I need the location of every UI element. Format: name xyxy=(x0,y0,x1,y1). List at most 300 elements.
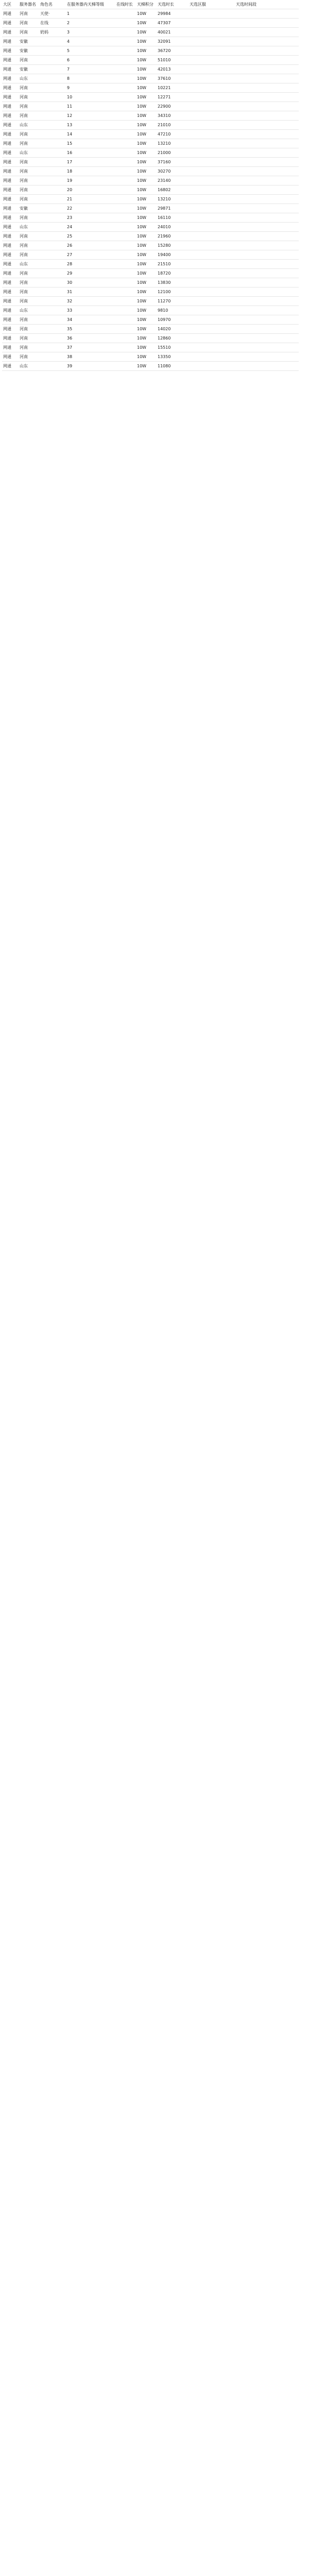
table-cell xyxy=(235,362,299,371)
col-header: 服务器名 xyxy=(19,0,39,9)
table-row xyxy=(2,65,299,74)
table-cell: 10W xyxy=(136,287,157,297)
table-row xyxy=(2,315,299,325)
table-cell xyxy=(115,185,136,195)
table-cell: 2 xyxy=(66,19,115,28)
col-header: 在服务器内天梯等级 xyxy=(66,0,115,9)
table-cell xyxy=(235,139,299,148)
table-cell: 22 xyxy=(66,204,115,213)
table-cell: 29871 xyxy=(157,204,188,213)
table-cell xyxy=(235,260,299,269)
table-cell: 10W xyxy=(136,269,157,278)
table-cell: 奶妈 xyxy=(39,28,66,37)
table-cell xyxy=(235,232,299,241)
table-cell: 10W xyxy=(136,93,157,102)
col-header: 角色名 xyxy=(39,0,66,9)
table-row xyxy=(2,46,299,56)
table-cell: 40021 xyxy=(157,28,188,37)
table-cell: 9 xyxy=(66,83,115,93)
table-cell xyxy=(235,223,299,232)
table-cell: 8 xyxy=(66,74,115,83)
table-cell xyxy=(39,223,66,232)
table-cell: 网通 xyxy=(2,111,19,121)
table-cell: 河南 xyxy=(19,158,39,167)
table-cell: 网通 xyxy=(2,158,19,167)
table-cell: 河南 xyxy=(19,287,39,297)
table-cell: 山东 xyxy=(19,74,39,83)
table-cell xyxy=(39,185,66,195)
table-cell: 网通 xyxy=(2,306,19,315)
table-cell xyxy=(235,37,299,46)
table-cell xyxy=(235,241,299,250)
table-row xyxy=(2,167,299,176)
table-cell: 23 xyxy=(66,213,115,223)
table-cell xyxy=(39,130,66,139)
table-cell xyxy=(235,278,299,287)
table-cell xyxy=(39,204,66,213)
table-cell xyxy=(39,158,66,167)
table-cell: 河南 xyxy=(19,185,39,195)
table-cell xyxy=(188,260,235,269)
table-cell: 4 xyxy=(66,37,115,46)
table-cell: 网通 xyxy=(2,241,19,250)
table-cell: 在线 xyxy=(39,19,66,28)
table-cell: 网通 xyxy=(2,102,19,111)
table-cell xyxy=(39,46,66,56)
table-cell: 12 xyxy=(66,111,115,121)
table-cell xyxy=(115,176,136,185)
table-cell: 36 xyxy=(66,334,115,343)
table-cell xyxy=(115,148,136,158)
table-row xyxy=(2,204,299,213)
table-cell: 河南 xyxy=(19,167,39,176)
table-cell: 10W xyxy=(136,148,157,158)
table-cell xyxy=(235,167,299,176)
table-cell: 10W xyxy=(136,19,157,28)
table-row xyxy=(2,325,299,334)
table-cell: 10W xyxy=(136,362,157,371)
table-cell: 12100 xyxy=(157,287,188,297)
table-cell xyxy=(188,148,235,158)
table-cell xyxy=(235,93,299,102)
table-cell: 7 xyxy=(66,65,115,74)
table-cell: 15510 xyxy=(157,343,188,352)
table-cell: 网通 xyxy=(2,130,19,139)
table-cell: 15 xyxy=(66,139,115,148)
table-cell: 10221 xyxy=(157,83,188,93)
table-cell xyxy=(39,83,66,93)
table-row xyxy=(2,213,299,223)
table-cell xyxy=(115,65,136,74)
table-cell: 10W xyxy=(136,176,157,185)
table-cell xyxy=(39,232,66,241)
table-cell: 网通 xyxy=(2,83,19,93)
table-cell: 20 xyxy=(66,185,115,195)
table-cell: 河南 xyxy=(19,28,39,37)
table-cell xyxy=(115,19,136,28)
table-row xyxy=(2,158,299,167)
table-cell: 河南 xyxy=(19,130,39,139)
table-row xyxy=(2,297,299,306)
table-cell: 网通 xyxy=(2,223,19,232)
table-cell: 10W xyxy=(136,195,157,204)
table-cell: 河南 xyxy=(19,111,39,121)
table-cell xyxy=(115,56,136,65)
table-cell: 18720 xyxy=(157,269,188,278)
table-cell xyxy=(115,250,136,260)
table-cell: 11270 xyxy=(157,297,188,306)
table-row xyxy=(2,223,299,232)
table-cell: 网通 xyxy=(2,148,19,158)
table-cell xyxy=(39,74,66,83)
table-cell: 网通 xyxy=(2,325,19,334)
table-cell: 26 xyxy=(66,241,115,250)
table-cell xyxy=(188,56,235,65)
table-cell: 34310 xyxy=(157,111,188,121)
table-cell xyxy=(235,176,299,185)
table-cell xyxy=(188,185,235,195)
table-cell: 河南 xyxy=(19,139,39,148)
table-row xyxy=(2,83,299,93)
table-cell xyxy=(39,213,66,223)
table-cell: 31 xyxy=(66,287,115,297)
table-cell xyxy=(115,297,136,306)
table-cell xyxy=(115,343,136,352)
table-cell: 17 xyxy=(66,158,115,167)
table-cell xyxy=(115,278,136,287)
table-cell xyxy=(115,306,136,315)
table-cell xyxy=(39,37,66,46)
table-cell xyxy=(188,111,235,121)
table-cell: 24 xyxy=(66,223,115,232)
table-row xyxy=(2,306,299,315)
table-cell: 网通 xyxy=(2,334,19,343)
table-cell: 河南 xyxy=(19,56,39,65)
table-cell: 山东 xyxy=(19,223,39,232)
table-cell xyxy=(39,250,66,260)
table-cell xyxy=(188,213,235,223)
table-cell xyxy=(235,83,299,93)
table-cell: 34 xyxy=(66,315,115,325)
col-header: 天选时间段 xyxy=(235,0,299,9)
table-cell: 47307 xyxy=(157,19,188,28)
table-cell: 6 xyxy=(66,56,115,65)
table-cell: 网通 xyxy=(2,121,19,130)
table-cell: 河南 xyxy=(19,93,39,102)
table-cell: 16110 xyxy=(157,213,188,223)
table-cell: 10W xyxy=(136,83,157,93)
table-row xyxy=(2,28,299,37)
table-cell xyxy=(188,158,235,167)
table-cell xyxy=(39,278,66,287)
col-header: 大区 xyxy=(2,0,19,9)
col-header: 天梯积分 xyxy=(136,0,157,9)
table-row xyxy=(2,74,299,83)
table-cell xyxy=(188,37,235,46)
table-cell: 37 xyxy=(66,343,115,352)
table-cell xyxy=(188,102,235,111)
table-cell xyxy=(39,139,66,148)
table-cell: 29984 xyxy=(157,9,188,19)
table-cell xyxy=(188,334,235,343)
table-cell xyxy=(188,19,235,28)
table-cell xyxy=(115,213,136,223)
table-cell xyxy=(188,167,235,176)
table-cell xyxy=(188,130,235,139)
col-header: 天选时长 xyxy=(157,0,188,9)
table-cell xyxy=(115,352,136,362)
table-cell: 36720 xyxy=(157,46,188,56)
table-row xyxy=(2,102,299,111)
table-cell xyxy=(235,213,299,223)
table-row xyxy=(2,362,299,371)
table-row xyxy=(2,334,299,343)
table-cell xyxy=(188,297,235,306)
table-cell: 网通 xyxy=(2,65,19,74)
table-cell: 网通 xyxy=(2,315,19,325)
table-cell xyxy=(115,9,136,19)
table-cell xyxy=(115,362,136,371)
table-cell: 10W xyxy=(136,185,157,195)
table-cell: 河南 xyxy=(19,325,39,334)
table-cell: 河南 xyxy=(19,19,39,28)
table-cell xyxy=(235,121,299,130)
table-cell: 21000 xyxy=(157,148,188,158)
table-cell: 25 xyxy=(66,232,115,241)
table-row xyxy=(2,93,299,102)
table-cell: 河南 xyxy=(19,297,39,306)
table-cell xyxy=(39,352,66,362)
table-cell: 安徽 xyxy=(19,37,39,46)
table-cell: 安徽 xyxy=(19,65,39,74)
table-cell: 32 xyxy=(66,297,115,306)
table-cell: 10970 xyxy=(157,315,188,325)
table-cell: 10W xyxy=(136,250,157,260)
table-cell: 河南 xyxy=(19,269,39,278)
table-cell: 10W xyxy=(136,352,157,362)
table-cell: 网通 xyxy=(2,37,19,46)
table-cell xyxy=(188,74,235,83)
table-cell: 30 xyxy=(66,278,115,287)
table-cell: 山东 xyxy=(19,306,39,315)
table-cell: 13 xyxy=(66,121,115,130)
table-cell xyxy=(188,269,235,278)
table-row xyxy=(2,139,299,148)
table-cell: 28 xyxy=(66,260,115,269)
table-cell xyxy=(115,46,136,56)
table-cell xyxy=(39,241,66,250)
table-cell: 网通 xyxy=(2,362,19,371)
table-row xyxy=(2,121,299,130)
table-cell: 网通 xyxy=(2,204,19,213)
table-cell xyxy=(115,223,136,232)
table-cell: 河南 xyxy=(19,9,39,19)
table-cell: 网通 xyxy=(2,195,19,204)
table-cell xyxy=(39,176,66,185)
table-row xyxy=(2,19,299,28)
table-cell: 32091 xyxy=(157,37,188,46)
table-cell xyxy=(235,158,299,167)
table-cell xyxy=(188,46,235,56)
table-cell xyxy=(39,343,66,352)
table-cell xyxy=(188,287,235,297)
table-cell: 河南 xyxy=(19,195,39,204)
table-cell: 10W xyxy=(136,260,157,269)
table-cell xyxy=(188,93,235,102)
table-cell xyxy=(115,111,136,121)
table-row xyxy=(2,352,299,362)
table-cell: 13350 xyxy=(157,352,188,362)
table-cell: 网通 xyxy=(2,352,19,362)
table-cell: 18 xyxy=(66,167,115,176)
table-cell xyxy=(235,325,299,334)
table-cell xyxy=(188,65,235,74)
table-cell: 河南 xyxy=(19,352,39,362)
table-cell xyxy=(235,306,299,315)
table-cell: 网通 xyxy=(2,343,19,352)
table-cell xyxy=(39,315,66,325)
table-cell xyxy=(115,260,136,269)
table-cell xyxy=(115,37,136,46)
table-cell: 10W xyxy=(136,297,157,306)
table-cell: 11 xyxy=(66,102,115,111)
table-cell xyxy=(235,185,299,195)
table-cell xyxy=(235,297,299,306)
table-cell: 16 xyxy=(66,148,115,158)
table-cell: 12271 xyxy=(157,93,188,102)
table-cell: 10W xyxy=(136,102,157,111)
table-cell xyxy=(188,325,235,334)
table-cell xyxy=(115,287,136,297)
table-cell: 13210 xyxy=(157,195,188,204)
table-cell: 47210 xyxy=(157,130,188,139)
table-cell: 10W xyxy=(136,37,157,46)
table-cell xyxy=(115,121,136,130)
table-cell: 10W xyxy=(136,56,157,65)
table-row xyxy=(2,111,299,121)
table-cell xyxy=(188,9,235,19)
table-cell xyxy=(39,260,66,269)
table-cell: 安徽 xyxy=(19,204,39,213)
table-cell: 网通 xyxy=(2,232,19,241)
table-cell: 10W xyxy=(136,130,157,139)
table-cell xyxy=(115,195,136,204)
table-cell: 河南 xyxy=(19,232,39,241)
table-cell xyxy=(39,269,66,278)
table-cell: 网通 xyxy=(2,278,19,287)
table-cell xyxy=(188,28,235,37)
table-row xyxy=(2,130,299,139)
table-cell xyxy=(188,176,235,185)
table-cell: 10 xyxy=(66,93,115,102)
table-cell: 14 xyxy=(66,130,115,139)
table-cell xyxy=(235,204,299,213)
table-cell: 河南 xyxy=(19,315,39,325)
table-cell: 10W xyxy=(136,223,157,232)
table-cell xyxy=(115,158,136,167)
table-cell: 29 xyxy=(66,269,115,278)
table-row xyxy=(2,195,299,204)
table-cell xyxy=(235,315,299,325)
table-cell: 15280 xyxy=(157,241,188,250)
table-cell: 网通 xyxy=(2,269,19,278)
table-cell xyxy=(188,306,235,315)
table-cell: 山东 xyxy=(19,121,39,130)
table-cell xyxy=(39,111,66,121)
table-cell: 51010 xyxy=(157,56,188,65)
table-row xyxy=(2,250,299,260)
table-cell: 网通 xyxy=(2,46,19,56)
table-cell: 1 xyxy=(66,9,115,19)
table-cell xyxy=(235,9,299,19)
table-cell: 12860 xyxy=(157,334,188,343)
table-cell: 30270 xyxy=(157,167,188,176)
table-cell xyxy=(115,204,136,213)
table-cell xyxy=(115,102,136,111)
table-cell xyxy=(115,83,136,93)
table-cell xyxy=(235,195,299,204)
table-cell: 网通 xyxy=(2,139,19,148)
col-header: 在线时长 xyxy=(115,0,136,9)
table-cell xyxy=(115,241,136,250)
table-cell xyxy=(235,250,299,260)
table-cell xyxy=(188,139,235,148)
table-cell: 10W xyxy=(136,167,157,176)
table-cell: 山东 xyxy=(19,260,39,269)
table-cell xyxy=(188,223,235,232)
table-cell: 河南 xyxy=(19,250,39,260)
table-cell xyxy=(188,195,235,204)
table-cell: 27 xyxy=(66,250,115,260)
table-cell xyxy=(188,204,235,213)
table-cell xyxy=(39,65,66,74)
table-cell: 21960 xyxy=(157,232,188,241)
table-cell xyxy=(188,241,235,250)
ranking-table xyxy=(2,0,299,371)
table-cell: 河南 xyxy=(19,241,39,250)
table-cell: 10W xyxy=(136,204,157,213)
table-cell: 10W xyxy=(136,121,157,130)
table-cell: 山东 xyxy=(19,362,39,371)
table-cell xyxy=(115,167,136,176)
table-cell: 网通 xyxy=(2,167,19,176)
table-cell xyxy=(235,111,299,121)
table-cell: 24010 xyxy=(157,223,188,232)
table-cell: 19400 xyxy=(157,250,188,260)
table-cell xyxy=(235,28,299,37)
table-cell: 网通 xyxy=(2,93,19,102)
table-cell: 11080 xyxy=(157,362,188,371)
table-cell xyxy=(115,93,136,102)
table-row xyxy=(2,232,299,241)
col-header: 天选区服 xyxy=(188,0,235,9)
table-cell: 5 xyxy=(66,46,115,56)
table-cell: 38 xyxy=(66,352,115,362)
table-cell: 网通 xyxy=(2,19,19,28)
table-cell xyxy=(39,93,66,102)
table-cell: 10W xyxy=(136,232,157,241)
table-row xyxy=(2,260,299,269)
table-cell: 13210 xyxy=(157,139,188,148)
table-cell: 16802 xyxy=(157,185,188,195)
table-cell xyxy=(188,315,235,325)
table-cell: 网通 xyxy=(2,185,19,195)
table-cell: 10W xyxy=(136,111,157,121)
table-cell xyxy=(39,102,66,111)
table-cell xyxy=(115,269,136,278)
table-cell xyxy=(115,315,136,325)
table-cell xyxy=(188,352,235,362)
